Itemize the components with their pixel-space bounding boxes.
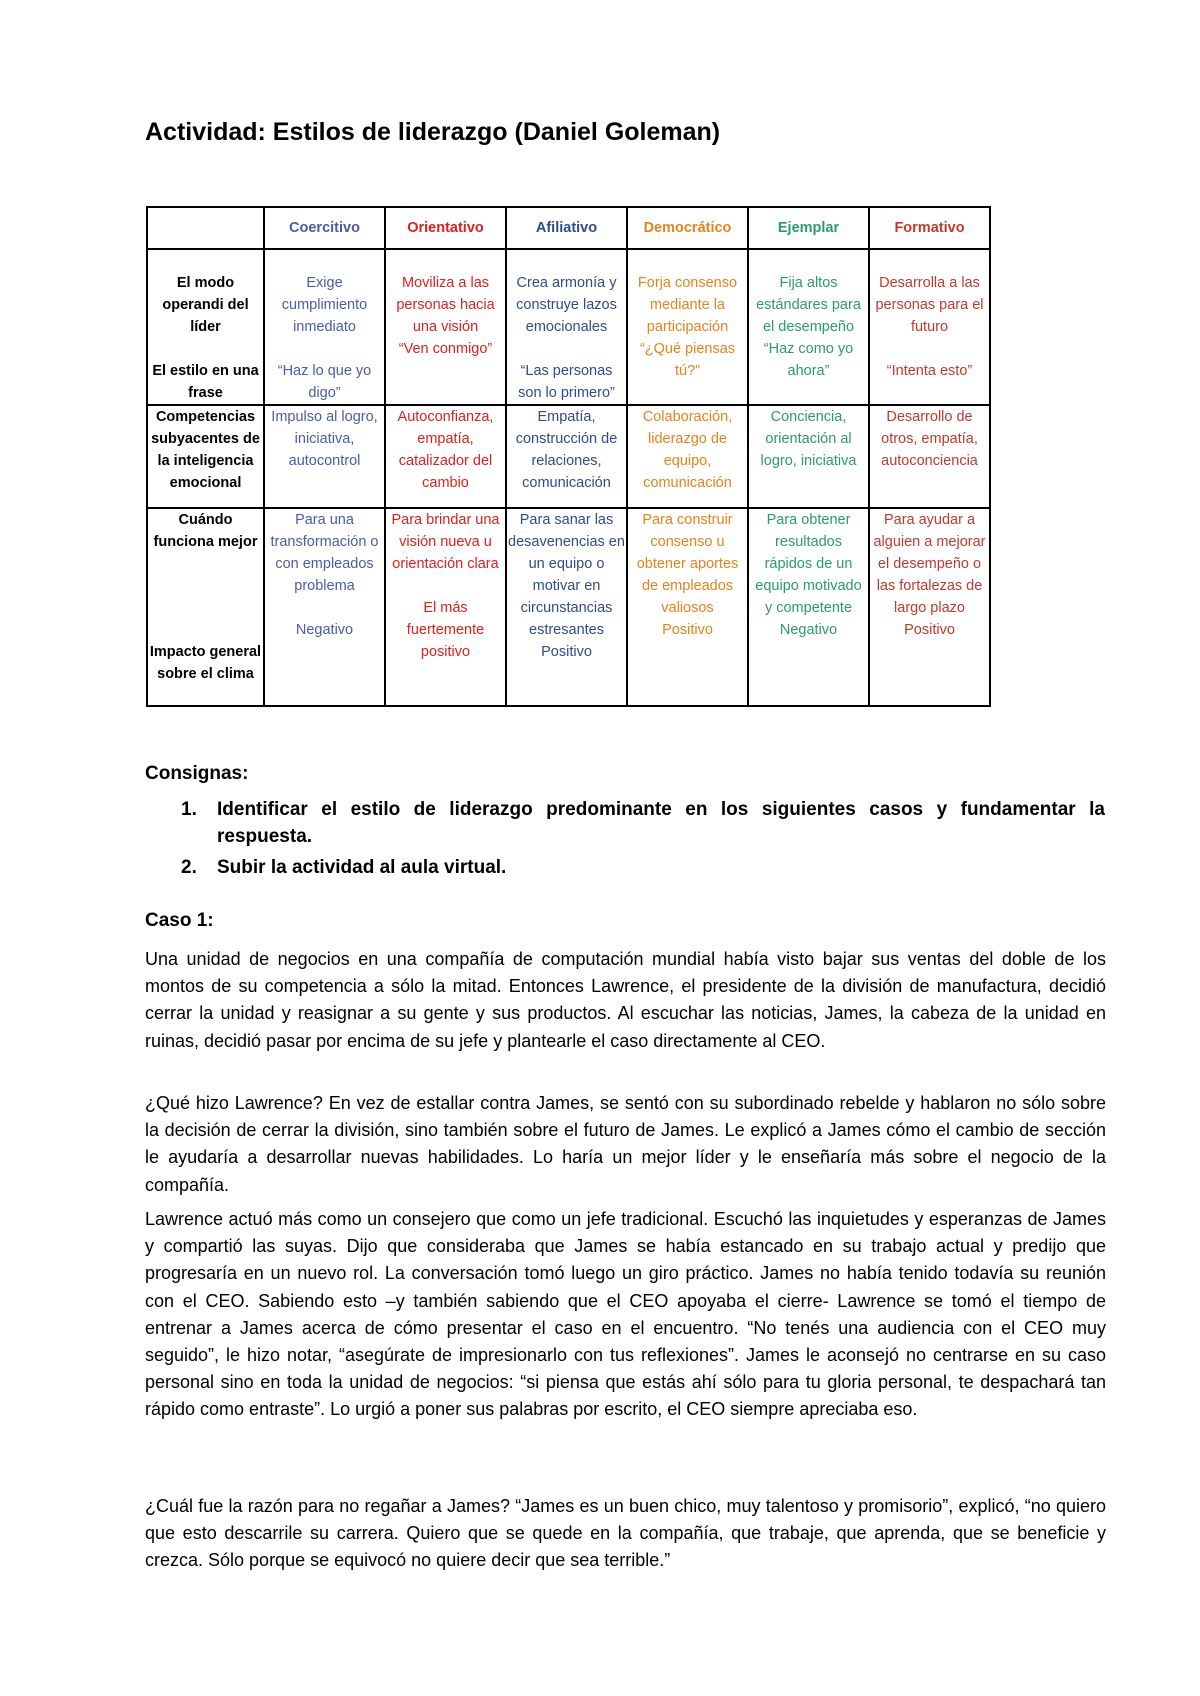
header-democratico: Democrático (627, 207, 748, 249)
cell-modo: Exige cumplimiento inmediato (281, 275, 368, 335)
cell-frase: “Haz lo que yo digo” (277, 363, 372, 401)
cell-impacto: Positivo (904, 622, 955, 638)
table-cell (627, 508, 748, 706)
cell-modo: Crea armonía y construye lazos emocionales (516, 275, 617, 335)
table-row (147, 405, 990, 508)
cell-frase: “Haz como yo ahora” (763, 341, 854, 379)
row-label-modo-operandi: El modo operandi del líder (162, 275, 249, 335)
table-cell: Conciencia, orientación al logro, iniciativa (748, 405, 869, 508)
cell-frase: “¿Qué piensas tú?” (639, 341, 736, 379)
cell-impacto: Positivo (662, 622, 713, 638)
table-row (147, 508, 990, 706)
cell-frase: “Ven conmigo” (398, 341, 493, 357)
header-orientativo: Orientativo (385, 207, 506, 249)
cell-modo: Fija altos estándares para el desempeño (756, 275, 861, 335)
row-label-cell (147, 249, 264, 405)
row-label-estilo-frase: El estilo en una frase (152, 363, 259, 401)
table-cell: Desarrollo de otros, empatía, autoconciencia (869, 405, 990, 508)
cell-frase: “Las personas son lo primero” (518, 363, 615, 401)
cell-cuando: Para sanar las desavenencias en un equipo o motivar en circunstancias estresantes (508, 512, 625, 638)
table-cell (869, 508, 990, 706)
cell-modo: Forja consenso mediante la participación (637, 275, 738, 335)
table-cell (627, 249, 748, 405)
cell-modo: Moviliza a las personas hacia una visión (396, 275, 495, 335)
header-formativo: Formativo (869, 207, 990, 249)
table-corner-cell (147, 207, 264, 249)
header-coercitivo: Coercitivo (264, 207, 385, 249)
table-cell (506, 508, 627, 706)
row-label-cuando-funciona: Cuándo funciona mejor (153, 512, 258, 550)
row-label-competencias: Competencias subyacentes de la inteligencia emocional (147, 405, 264, 508)
header-ejemplar: Ejemplar (748, 207, 869, 249)
table-cell (264, 249, 385, 405)
cell-modo: Desarrolla a las personas para el futuro (875, 275, 984, 335)
table-cell (506, 249, 627, 405)
consignas-list (145, 796, 1105, 885)
table-cell (748, 508, 869, 706)
cell-frase: “Intenta esto” (886, 363, 973, 379)
row-label-cell (147, 508, 264, 706)
cell-cuando: Para construir consenso u obtener aportes de empleados valiosos (636, 512, 739, 616)
table-cell: Colaboración, liderazgo de equipo, comunicación (627, 405, 748, 508)
table-cell (385, 508, 506, 706)
table-cell: Autoconfianza, empatía, catalizador del cambio (385, 405, 506, 508)
table-cell: Empatía, construcción de relaciones, comunicación (506, 405, 627, 508)
table-cell (385, 249, 506, 405)
cell-cuando: Para ayudar a alguien a mejorar el desempeño o las fortalezas de largo plazo (873, 512, 986, 616)
table-header-row (147, 207, 990, 249)
row-label-impacto-clima: Impacto general sobre el clima (149, 644, 262, 682)
cell-impacto: Negativo (779, 622, 838, 638)
list-number: 2. (181, 857, 197, 878)
table-row (147, 249, 990, 405)
cell-impacto: El más fuertemente positivo (406, 600, 485, 660)
header-afiliativo: Afiliativo (506, 207, 627, 249)
cell-impacto: Negativo (295, 622, 354, 638)
cell-cuando: Para una transformación o con empleados problema (270, 512, 379, 594)
consignas-heading: Consignas: (145, 763, 249, 784)
list-item (145, 854, 1105, 881)
paragraph: ¿Qué hizo Lawrence? En vez de estallar contra James, se sentó con su subordinado rebelde y hablaron no sólo sobre la decisión de cerrar la división, sino también sobre el futuro de James. Le explicó a James cómo el cambio de sección le ayudaría a desarrollar nuevas habilidades. Lo haría un mejor líder y le enseñaría más sobre el negocio de la compañía. (145, 1093, 1106, 1195)
cell-cuando: Para brindar una visión nueva u orientación clara (391, 512, 500, 572)
table-cell (748, 249, 869, 405)
paragraph: Una unidad de negocios en una compañía de computación mundial había visto bajar sus ventas del doble de los montos de su competencia a sólo la mitad. Entonces Lawrence, el presidente de la división de manufactura, decidió cerrar la unidad y reasignar a su gente y sus productos. Al escuchar las noticias, James, la cabeza de la unidad en ruinas, decidió pasar por encima de su jefe y plantearle el caso directamente al CEO. (145, 949, 1106, 1051)
leadership-styles-table (146, 206, 991, 707)
list-text: Identificar el estilo de liderazgo predominante en los siguientes casos y fundamentar la respuesta. (217, 799, 1105, 847)
table-cell (869, 249, 990, 405)
paragraph: ¿Cuál fue la razón para no regañar a James? “James es un buen chico, muy talentoso y promisorio”, explicó, “no quiero que esto descarrile su carrera. Quiero que se quede en la compañía, que trabaje, que aprenda, que se beneficie y crezca. Sólo porque se equivocó no quiere decir que sea terrible.” (145, 1496, 1106, 1571)
cell-cuando: Para obtener resultados rápidos de un equipo motivado y competente (755, 512, 862, 616)
paragraph: Lawrence actuó más como un consejero que como un jefe tradicional. Escuchó las inquietudes y esperanzas de James y compartió las suyas. Dijo que consideraba que James se había estancado en su trabajo actual y predijo que progresaría en un nuevo rol. La conversación tomó luego un giro práctico. James no había tenido todavía su reunión con el CEO. Sabiendo esto –y también sabiendo que el CEO apoyaba el cierre- Lawrence se tomó el tiempo de entrenar a James acerca de cómo presentar el caso en el encuentro. “No tenés una audiencia con el CEO muy seguido”, le hizo notar, “asegúrate de impresionarlo con tus reflexiones”. James le aconsejó no centrarse en su caso personal sino en toda la unidad de negocios: “si piensa que estás ahí sólo para tu gloria personal, te despachará tan rápido como entraste”. Lo urgió a poner sus palabras por escrito, el CEO siempre apreciaba eso. (145, 1209, 1106, 1420)
caso-heading: Caso 1: (145, 910, 214, 931)
list-number: 1. (181, 799, 197, 820)
document-title: Actividad: Estilos de liderazgo (Daniel Goleman) (145, 118, 721, 146)
table-cell: Impulso al logro, iniciativa, autocontrol (264, 405, 385, 508)
list-item (145, 796, 1105, 850)
cell-impacto: Positivo (541, 644, 592, 660)
list-text: Subir la actividad al aula virtual. (217, 857, 507, 878)
table-cell (264, 508, 385, 706)
